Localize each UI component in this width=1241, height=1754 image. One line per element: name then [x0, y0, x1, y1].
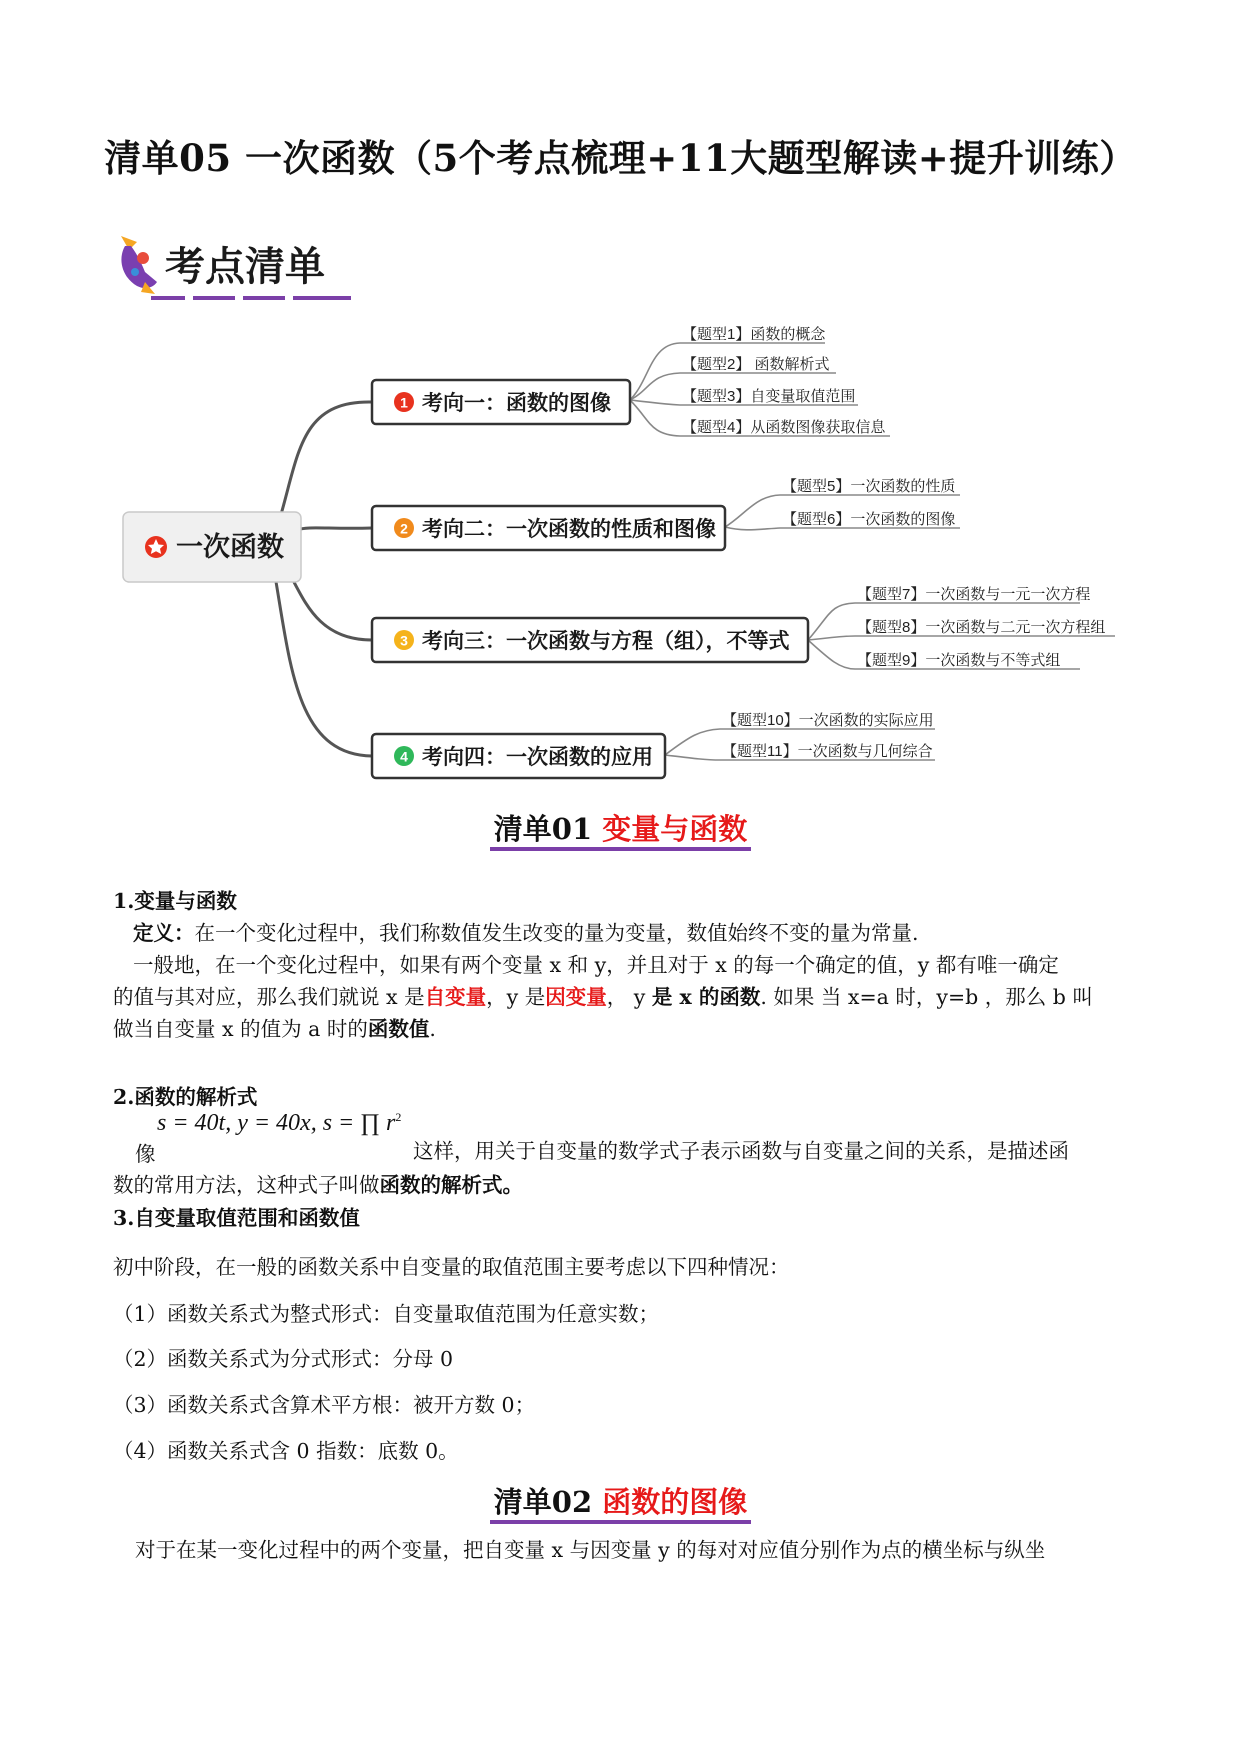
- formula: s = 40t, y = 40x, s = ∏ $r^2$: [157, 1110, 402, 1136]
- section-01-title: [0, 812, 1241, 851]
- list-item: （4）函数关系式含 0 指数：底数 0。: [113, 1439, 459, 1463]
- list-item: （1）函数关系式为整式形式：自变量取值范围为任意实数；: [113, 1302, 660, 1326]
- leaf-connectors: [630, 343, 1115, 760]
- analytic-expression-term: 函数的解析式。: [379, 1173, 523, 1197]
- branch-number: 1: [400, 394, 408, 411]
- leaf-topic: 【题型1】函数的概念: [682, 326, 826, 343]
- section-02-name: 函数的图像: [602, 1485, 748, 1519]
- section-02-prefix: 清单02: [493, 1485, 603, 1519]
- graph-paragraph: 对于在某一变化过程中的两个变量，把自变量 x 与因变量 y 的每对对应值分别作为点的横坐标与纵坐: [135, 1538, 1046, 1562]
- branch-label: 考向四：一次函数的应用: [422, 746, 653, 769]
- branch-label: 考向一：函数的图像: [422, 392, 611, 415]
- list-item: （2）函数关系式为分式形式：分母 0: [113, 1347, 454, 1371]
- leaf-topic: 【题型7】一次函数与一元一次方程: [857, 586, 1091, 603]
- definition-text: 在一个变化过程中，我们称数值发生改变的量为变量，数值始终不变的量为常量.: [194, 921, 919, 945]
- mindmap-root-label: 一次函数: [176, 532, 284, 562]
- kaodian-qingdan-badge: [115, 232, 367, 312]
- domain-intro: 初中阶段，在一般的函数关系中自变量的取值范围主要考虑以下四种情况：: [113, 1255, 790, 1279]
- badge-text: 考点清单: [165, 243, 325, 290]
- section-01-prefix: 清单01: [493, 812, 603, 846]
- analytic-line1: 这样，用关于自变量的数学式子表示函数与自变量之间的关系，是描述函: [413, 1139, 1069, 1163]
- mindmap-branch-2: [372, 506, 725, 550]
- definition-label: 定义：: [133, 921, 195, 945]
- document-title: 清单05 一次函数（5个考点梳理+11大题型解读+提升训练）: [104, 136, 1137, 180]
- section-02-title: [0, 1485, 1241, 1524]
- section-01-name: 变量与函数: [602, 812, 748, 846]
- leaf-topic: 【题型3】自变量取值范围: [682, 388, 856, 405]
- mindmap-branch-4: [372, 734, 665, 778]
- leaf-topic: 【题型9】一次函数与不等式组: [857, 652, 1061, 669]
- branch-label: 考向三：一次函数与方程（组），不等式: [422, 630, 790, 653]
- mindmap-branch-1: [372, 380, 630, 424]
- leaf-topic: 【题型8】一次函数与二元一次方程组: [857, 619, 1106, 636]
- leaf-topic: 【题型10】一次函数的实际应用: [722, 712, 934, 729]
- mindmap: [0, 320, 1241, 790]
- leaf-topic: 【题型11】一次函数与几何综合: [722, 743, 933, 760]
- wizard-logo-icon: [121, 236, 157, 294]
- independent-variable-term: 自变量: [424, 985, 487, 1009]
- branch-number: 2: [400, 520, 408, 537]
- analytic-line2: 数的常用方法，这种式子叫做函数的解析式。: [113, 1173, 523, 1197]
- leaf-topic: 【题型4】从函数图像获取信息: [682, 419, 886, 436]
- function-paragraph-line1: 一般地，在一个变化过程中，如果有两个变量 x 和 y，并且对于 x 的每一个确定的值，y 都有唯一确定: [133, 953, 1059, 977]
- heading-variables-functions: 1.变量与函数: [113, 889, 237, 913]
- mindmap-root: [123, 512, 301, 582]
- branch-number: 4: [400, 748, 408, 765]
- heading-domain-and-values: 3.自变量取值范围和函数值: [113, 1206, 360, 1230]
- leaf-topic: 【题型2】 函数解析式: [682, 356, 830, 373]
- branch-number: 3: [400, 632, 408, 649]
- formula-like-prefix: 像: [135, 1142, 156, 1166]
- branch-label: 考向二：一次函数的性质和图像: [422, 518, 716, 541]
- definition-paragraph: [113, 918, 1135, 949]
- leaf-topic: 【题型5】一次函数的性质: [782, 478, 956, 495]
- dependent-variable-term: 因变量: [545, 985, 607, 1009]
- function-paragraph-line3: 做当自变量 x 的值为 a 时的函数值.: [113, 1017, 436, 1041]
- function-of-x-term: 是 x 的函数: [651, 985, 761, 1009]
- function-value-term: 函数值: [367, 1017, 430, 1041]
- leaf-topic: 【题型6】一次函数的图像: [782, 511, 956, 528]
- list-item: （3）函数关系式含算术平方根：被开方数 0；: [113, 1393, 536, 1417]
- function-paragraph-line2: 的值与其对应，那么我们就说 x 是自变量，y 是因变量， y 是 x 的函数. 如果 当 x=a 时，y=b ，那么 b 叫: [113, 985, 1093, 1009]
- heading-analytic-expression: 2.函数的解析式: [113, 1085, 258, 1109]
- mindmap-branch-3: [372, 618, 808, 662]
